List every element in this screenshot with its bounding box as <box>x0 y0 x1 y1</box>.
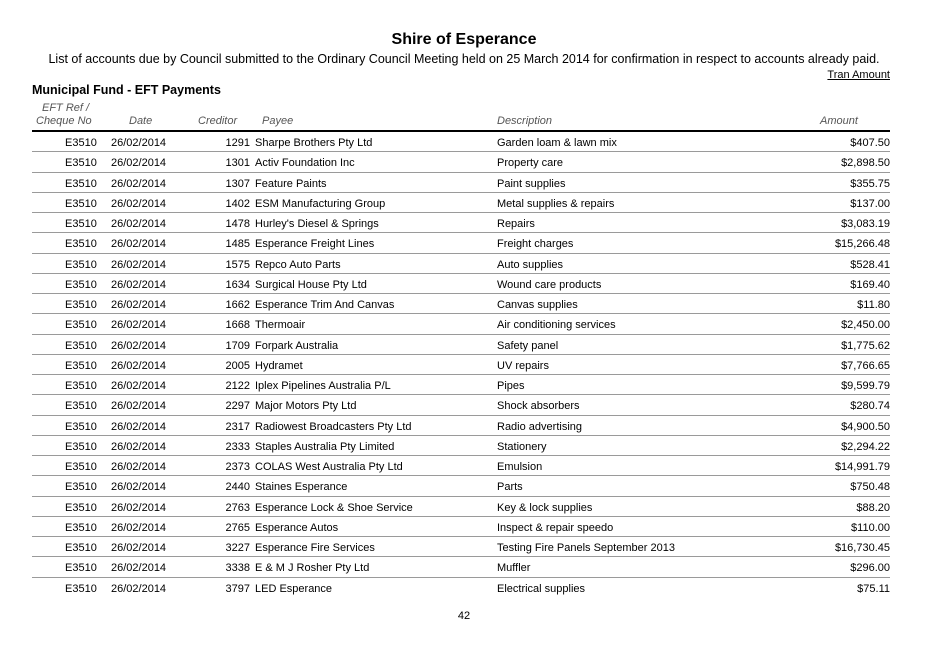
description-cell: Auto supplies <box>497 258 564 271</box>
creditor-cell: 2297 <box>225 400 250 413</box>
column-header-date: Date <box>129 115 153 127</box>
creditor-cell: 2765 <box>225 521 250 534</box>
document-title: Shire of Esperance <box>391 31 537 48</box>
payee-cell: Forpark Australia <box>255 339 339 352</box>
creditor-cell: 2763 <box>225 501 250 514</box>
description-cell: Stationery <box>497 440 547 453</box>
payee-cell: COLAS West Australia Pty Ltd <box>255 461 403 473</box>
date-cell: 26/02/2014 <box>111 258 167 271</box>
table-row <box>32 274 890 294</box>
date-cell: 26/02/2014 <box>111 562 167 575</box>
amount-cell: $9,599.79 <box>841 380 890 392</box>
date-cell: 26/02/2014 <box>111 542 167 554</box>
ref-cell: E3510 <box>65 562 97 575</box>
payee-cell: Radiowest Broadcasters Pty Ltd <box>255 420 412 433</box>
ref-cell: E3510 <box>65 420 97 433</box>
payee-cell: Esperance Freight Lines <box>255 238 375 251</box>
table-row <box>32 578 890 598</box>
ref-cell: E3510 <box>65 299 97 311</box>
table-row <box>32 173 890 193</box>
payee-cell: Activ Foundation Inc <box>255 157 355 170</box>
creditor-cell: 1668 <box>225 319 250 332</box>
column-header-creditor: Creditor <box>198 115 238 127</box>
amount-cell: $3,083.19 <box>841 218 890 230</box>
payee-cell: Staples Australia Pty Limited <box>255 440 395 453</box>
column-header-ref-line1: EFT Ref / <box>42 102 90 114</box>
date-cell: 26/02/2014 <box>111 400 167 413</box>
creditor-cell: 1634 <box>225 278 250 291</box>
description-cell: Pipes <box>497 380 525 392</box>
description-cell: Freight charges <box>497 238 574 251</box>
ref-cell: E3510 <box>65 258 97 271</box>
ref-cell: E3510 <box>65 339 97 352</box>
date-cell: 26/02/2014 <box>111 157 167 170</box>
payee-cell: Staines Esperance <box>255 481 348 494</box>
table-row <box>32 213 890 233</box>
creditor-cell: 1709 <box>225 339 250 352</box>
description-cell: Air conditioning services <box>497 319 616 332</box>
creditor-cell: 3797 <box>225 582 250 595</box>
ref-cell: E3510 <box>65 177 97 190</box>
date-cell: 26/02/2014 <box>111 299 167 311</box>
ref-cell: E3510 <box>65 400 97 413</box>
column-header-payee: Payee <box>262 115 294 127</box>
payee-cell: Thermoair <box>255 319 306 332</box>
date-cell: 26/02/2014 <box>111 238 167 251</box>
creditor-cell: 2333 <box>225 440 250 453</box>
table-row <box>32 395 890 415</box>
table-row <box>32 355 890 375</box>
ref-cell: E3510 <box>65 582 97 595</box>
date-cell: 26/02/2014 <box>111 521 167 534</box>
date-cell: 26/02/2014 <box>111 501 167 514</box>
description-cell: Metal supplies & repairs <box>497 197 615 210</box>
amount-cell: $528.41 <box>850 258 890 271</box>
payee-cell: Major Motors Pty Ltd <box>255 400 357 413</box>
amount-cell: $169.40 <box>850 278 890 291</box>
creditor-cell: 2317 <box>225 420 250 433</box>
description-cell: Muffler <box>497 562 531 575</box>
amount-cell: $15,266.48 <box>834 238 890 251</box>
table-row <box>32 193 890 213</box>
table-row <box>32 537 890 557</box>
date-cell: 26/02/2014 <box>111 137 167 149</box>
column-header-ref-line2: Cheque No <box>36 115 92 127</box>
creditor-cell: 2440 <box>225 481 250 494</box>
ref-cell: E3510 <box>65 197 97 210</box>
date-cell: 26/02/2014 <box>111 339 167 352</box>
payee-cell: Hurley's Diesel & Springs <box>255 218 379 230</box>
description-cell: Canvas supplies <box>497 299 578 311</box>
date-cell: 26/02/2014 <box>111 461 167 473</box>
amount-cell: $75.11 <box>857 582 890 595</box>
page-number: 42 <box>457 610 471 622</box>
amount-cell: $2,898.50 <box>841 157 890 170</box>
creditor-cell: 1485 <box>225 238 250 251</box>
ref-cell: E3510 <box>65 501 97 514</box>
amount-cell: $2,450.00 <box>841 319 890 332</box>
amount-cell: $16,730.45 <box>834 542 890 554</box>
table-row <box>32 476 890 496</box>
ref-cell: E3510 <box>65 542 97 554</box>
date-cell: 26/02/2014 <box>111 582 167 595</box>
date-cell: 26/02/2014 <box>111 177 167 190</box>
ref-cell: E3510 <box>65 440 97 453</box>
date-cell: 26/02/2014 <box>111 319 167 332</box>
creditor-cell: 1301 <box>225 157 250 170</box>
payee-cell: LED Esperance <box>255 582 333 595</box>
table-row <box>32 375 890 395</box>
table-row <box>32 497 890 517</box>
table-row <box>32 436 890 456</box>
description-cell: Garden loam & lawn mix <box>497 137 617 149</box>
date-cell: 26/02/2014 <box>111 420 167 433</box>
table-row <box>32 314 890 334</box>
payee-cell: Esperance Fire Services <box>255 542 375 554</box>
ref-cell: E3510 <box>65 319 97 332</box>
ref-cell: E3510 <box>65 278 97 291</box>
table-row <box>32 335 890 355</box>
amount-cell: $1,775.62 <box>841 339 890 352</box>
creditor-cell: 1402 <box>225 197 250 210</box>
creditor-cell: 1662 <box>225 299 250 311</box>
payee-cell: Hydramet <box>255 359 303 372</box>
ref-cell: E3510 <box>65 380 97 392</box>
document-subtitle: List of accounts due by Council submitted to the Ordinary Council Meeting held on 25 March 2014 for confirmation in respect to accounts already paid. <box>48 52 880 66</box>
date-cell: 26/02/2014 <box>111 440 167 453</box>
amount-cell: $407.50 <box>850 137 890 149</box>
description-cell: Parts <box>497 481 523 494</box>
tran-amount-label: Tran Amount <box>827 69 890 81</box>
payee-cell: E & M J Rosher Pty Ltd <box>255 562 370 575</box>
ref-cell: E3510 <box>65 238 97 251</box>
description-cell: Key & lock supplies <box>497 501 593 514</box>
description-cell: Wound care products <box>497 278 602 291</box>
table-row <box>32 132 890 152</box>
column-header-description: Description <box>497 115 553 127</box>
payee-cell: Esperance Trim And Canvas <box>255 299 395 311</box>
ref-cell: E3510 <box>65 481 97 494</box>
payments-table <box>32 132 890 598</box>
column-header-amount: Amount <box>820 115 858 127</box>
payee-cell: Esperance Autos <box>255 521 339 534</box>
amount-cell: $4,900.50 <box>841 420 890 433</box>
creditor-cell: 3338 <box>225 562 250 575</box>
creditor-cell: 2373 <box>225 461 250 473</box>
amount-cell: $137.00 <box>850 197 890 210</box>
description-cell: Property care <box>497 157 564 170</box>
payee-cell: Feature Paints <box>255 177 327 190</box>
description-cell: Repairs <box>497 218 535 230</box>
ref-cell: E3510 <box>65 157 97 170</box>
ref-cell: E3510 <box>65 461 97 473</box>
description-cell: Emulsion <box>497 461 543 473</box>
payee-cell: Sharpe Brothers Pty Ltd <box>255 137 373 149</box>
description-cell: Electrical supplies <box>497 582 586 595</box>
amount-cell: $280.74 <box>850 400 890 413</box>
amount-cell: $750.48 <box>850 481 890 494</box>
description-cell: Inspect & repair speedo <box>497 521 614 534</box>
description-cell: Paint supplies <box>497 177 566 190</box>
date-cell: 26/02/2014 <box>111 481 167 494</box>
amount-cell: $7,766.65 <box>841 359 890 372</box>
creditor-cell: 1575 <box>225 258 250 271</box>
date-cell: 26/02/2014 <box>111 359 167 372</box>
date-cell: 26/02/2014 <box>111 278 167 291</box>
creditor-cell: 1291 <box>225 137 250 149</box>
table-row <box>32 557 890 577</box>
payee-cell: Surgical House Pty Ltd <box>255 278 367 291</box>
table-row <box>32 294 890 314</box>
payee-cell: ESM Manufacturing Group <box>255 197 386 210</box>
amount-cell: $11.80 <box>857 299 890 311</box>
creditor-cell: 3227 <box>225 542 250 554</box>
amount-cell: $110.00 <box>851 521 890 534</box>
description-cell: Safety panel <box>497 339 559 352</box>
table-row <box>32 456 890 476</box>
description-cell: Radio advertising <box>497 420 582 433</box>
amount-cell: $355.75 <box>850 177 890 190</box>
creditor-cell: 2005 <box>225 359 250 372</box>
payee-cell: Esperance Lock & Shoe Service <box>255 501 413 514</box>
ref-cell: E3510 <box>65 521 97 534</box>
description-cell: UV repairs <box>497 359 549 372</box>
amount-cell: $88.20 <box>856 501 890 514</box>
amount-cell: $2,294.22 <box>841 440 890 453</box>
ref-cell: E3510 <box>65 359 97 372</box>
table-row <box>32 517 890 537</box>
table-row <box>32 254 890 274</box>
description-cell: Shock absorbers <box>497 400 580 413</box>
creditor-cell: 1307 <box>225 177 250 190</box>
table-row <box>32 416 890 436</box>
description-cell: Testing Fire Panels September 2013 <box>497 542 675 554</box>
table-row <box>32 152 890 172</box>
creditor-cell: 1478 <box>225 218 250 230</box>
date-cell: 26/02/2014 <box>111 218 167 230</box>
amount-cell: $296.00 <box>850 562 890 575</box>
table-row <box>32 233 890 253</box>
creditor-cell: 2122 <box>225 380 250 392</box>
date-cell: 26/02/2014 <box>111 197 167 210</box>
payee-cell: Repco Auto Parts <box>255 258 341 271</box>
ref-cell: E3510 <box>65 218 97 230</box>
ref-cell: E3510 <box>65 137 97 149</box>
section-heading: Municipal Fund - EFT Payments <box>32 83 221 97</box>
date-cell: 26/02/2014 <box>111 380 167 392</box>
payee-cell: Iplex Pipelines Australia P/L <box>255 380 391 392</box>
amount-cell: $14,991.79 <box>834 461 890 473</box>
